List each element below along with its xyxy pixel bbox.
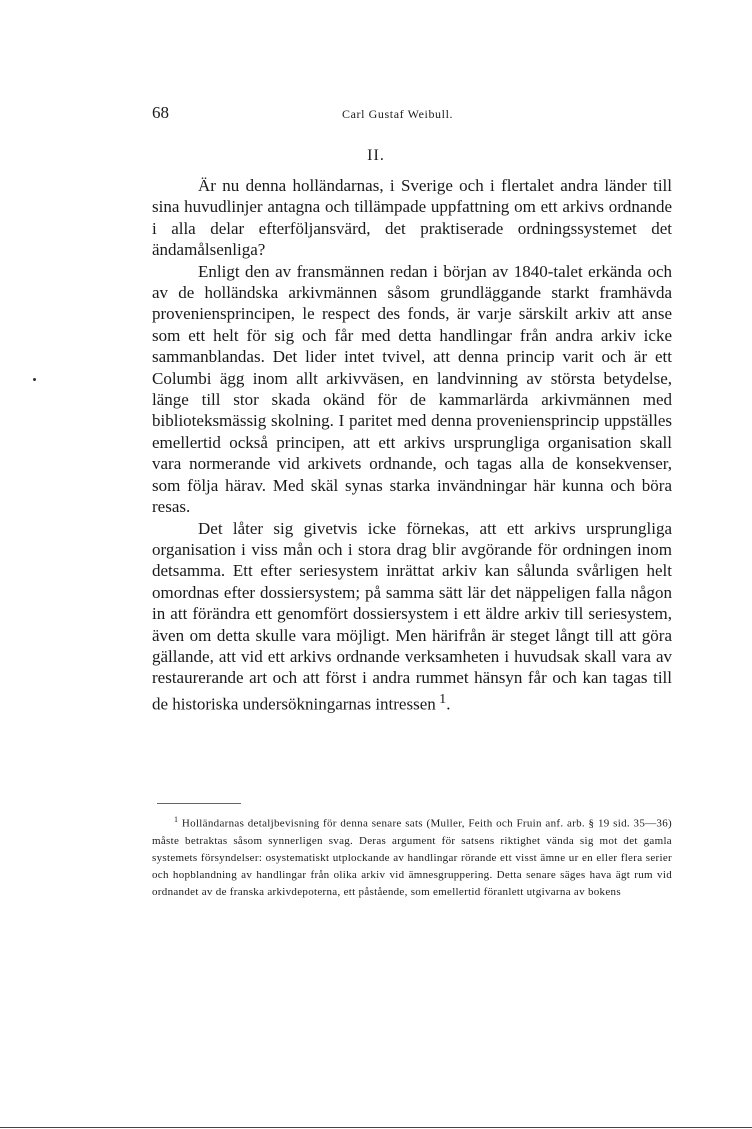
footnote-reference: 1	[439, 690, 447, 707]
margin-mark	[33, 378, 36, 381]
body-text	[152, 175, 672, 715]
footnote-text: Holländarnas detaljbevisning för denna senare sats (Muller, Feith och Fruin anf. arb. § 19 sid. 35—36) måste betraktas såsom synnerligen svag. Deras argument för satsens riktighet vända sig mot det gamla systemets försyndelser: osystematiskt utplockande av handlingar rörande ett visst ämne ur en eller flera serier och hopblandning av handlingar från olika arkiv vid ämnesgruppering. Detta senare säges hava ägt rum vid ordnandet av de franska arkivdepoterna, ett påstående, som emellertid föranlett utgivarna av bokens	[152, 817, 672, 898]
paragraph-text: Det låter sig givetvis icke förnekas, att ett arkivs ursprungliga organisation i viss mån och i stora drag blir avgörande för ordningen inom detsamma. Ett efter seriesystem inrättat arkiv kan sålunda svårligen helt omordnas efter dossiersystem; på samma sätt lär det näppeligen falla någon in att förändra ett genomfört dossiersystem i ett äldre arkiv till seriesystem, även om detta skulle vara möjligt. Men härifrån är steget långt till att göra gällande, att vid ett arkivs ordnande verksamheten i huvudsak skall vara av restaurerande art och att först i andra rummet hänsyn får och kan tagas till de historiska undersökningarnas intressen	[152, 518, 672, 714]
footnote-marker: 1	[174, 815, 179, 824]
page-header	[152, 103, 672, 127]
footnote	[152, 811, 672, 901]
paragraph: Är nu denna holländarnas, i Sverige och i flertalet andra länder till sina huvudlinjer antagna och tillämpade uppfattning om ett arkivs ordnande i alla delar efterföljansvärd, det praktiserade ordningssystemet det ändamålsenliga?	[152, 176, 672, 260]
paragraph: Enligt den av fransmännen redan i början av 1840-talet erkända och av de holländska arkivmännen såsom grundläggande starkt framhävda proveniensprincipen, le respect des fonds, är varje särskilt arkiv att anse som ett helt för sig och får med detta handlingar från andra arkiv icke sammanblandas. Det lider intet tvivel, att denna princip varit och är ett Columbi ägg inom allt arkivväsen, en landvinning av största betydelse, länge till stor skada okänd för de kammarlärda arkivmännen med biblioteksmässig skolning. I paritet med denna proveniensprincip uppställes emellertid också principen, att ett arkivs ursprungliga organisation skall vara normerande vid arkivets ordnande, och tagas alla de konsekvenser, som följa härav. Med skäl synas starka invändningar här kunna och böra resas.	[152, 261, 672, 517]
footnote-paragraph	[152, 811, 672, 901]
running-head: Carl Gustaf Weibull.	[342, 107, 454, 121]
scan-edge	[0, 1127, 752, 1128]
section-heading: II.	[367, 147, 385, 164]
footnote-divider	[157, 803, 241, 804]
paragraph-with-footnote-ref: Det låter sig givetvis icke förnekas, att ett arkivs ursprungliga organisation i viss mån och i stora drag blir avgörande för ordningen inom detsamma. Ett efter seriesystem inrättat arkiv kan sålunda svårligen helt omordnas efter dossiersystem; på samma sätt lär det näppeligen falla någon in att förändra ett genomfört dossiersystem i ett äldre arkiv till seriesystem, även om detta skulle vara möjligt. Men härifrån är steget långt till att göra gällande, att vid ett arkivs ordnande verksamheten i huvudsak skall vara av restaurerande art och att först i andra rummet hänsyn får och kan tagas till de historiska undersökningarnas intressen $^1$.	[152, 518, 672, 714]
page-number: 68	[152, 103, 169, 122]
